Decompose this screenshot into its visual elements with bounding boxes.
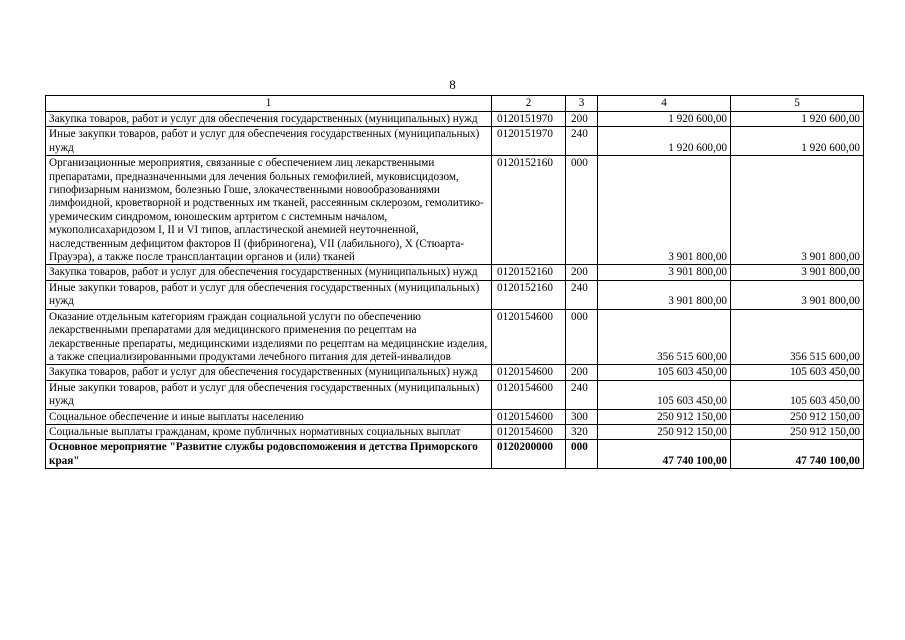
header-cell-4: 4 bbox=[598, 96, 731, 112]
row-code-cell: 0120154600 bbox=[492, 309, 566, 365]
row-type-cell: 200 bbox=[566, 365, 598, 380]
row-code-cell: 0120154600 bbox=[492, 424, 566, 439]
row-sum-col5-cell: 3 901 800,00 bbox=[731, 265, 864, 280]
table-row bbox=[46, 280, 864, 309]
row-name-cell: Закупка товаров, работ и услуг для обеспечения государственных (муниципальных) нужд bbox=[46, 112, 492, 127]
row-name-cell: Социальное обеспечение и иные выплаты населению bbox=[46, 409, 492, 424]
row-sum-col4-cell: 3 901 800,00 bbox=[598, 265, 731, 280]
table-row bbox=[46, 156, 864, 265]
header-cell-1: 1 bbox=[46, 96, 492, 112]
table-row bbox=[46, 309, 864, 365]
table-row bbox=[46, 409, 864, 424]
row-name-cell: Закупка товаров, работ и услуг для обеспечения государственных (муниципальных) нужд bbox=[46, 265, 492, 280]
row-code-cell: 0120151970 bbox=[492, 127, 566, 156]
row-sum-col5-cell: 250 912 150,00 bbox=[731, 409, 864, 424]
row-sum-col5-cell: 356 515 600,00 bbox=[731, 309, 864, 365]
row-code-cell: 0120154600 bbox=[492, 409, 566, 424]
row-sum-col4-cell: 3 901 800,00 bbox=[598, 156, 731, 265]
row-sum-col5-cell: 47 740 100,00 bbox=[731, 440, 864, 469]
row-name-cell: Иные закупки товаров, работ и услуг для обеспечения государственных (муниципальных) нужд bbox=[46, 127, 492, 156]
row-name-cell: Организационные мероприятия, связанные с обеспечением лиц лекарственными препаратами, предназначенными для лечения больных гемофилией, муковисцидозом, гипофизарным нанизмом, болезнью Гоше, злокачественными новообразованиями лимфоидной, кроветворной и родственных им тканей, рассеянным склерозом, гемолитико-уремическим синдромом, юношеским артритом с системным началом, мукополисахаридозом I, II и VI типов, апластической анемией неуточненной, наследственным дефицитом факторов II (фибриногена), VII (лабильного), X (Стюарта-Прауэра), а также после трансплантации органов и (или) тканей bbox=[46, 156, 492, 265]
row-sum-col4-cell: 105 603 450,00 bbox=[598, 380, 731, 409]
table-row bbox=[46, 424, 864, 439]
row-type-cell: 200 bbox=[566, 265, 598, 280]
header-cell-5: 5 bbox=[731, 96, 864, 112]
row-type-cell: 000 bbox=[566, 156, 598, 265]
row-sum-col4-cell: 250 912 150,00 bbox=[598, 424, 731, 439]
table-row bbox=[46, 440, 864, 469]
row-code-cell: 0120154600 bbox=[492, 380, 566, 409]
row-type-cell: 320 bbox=[566, 424, 598, 439]
row-sum-col4-cell: 356 515 600,00 bbox=[598, 309, 731, 365]
row-type-cell: 000 bbox=[566, 309, 598, 365]
row-type-cell: 200 bbox=[566, 112, 598, 127]
table-row bbox=[46, 380, 864, 409]
row-sum-col5-cell: 1 920 600,00 bbox=[731, 112, 864, 127]
row-code-cell: 0120151970 bbox=[492, 112, 566, 127]
row-type-cell: 240 bbox=[566, 280, 598, 309]
row-sum-col5-cell: 105 603 450,00 bbox=[731, 365, 864, 380]
row-sum-col5-cell: 3 901 800,00 bbox=[731, 156, 864, 265]
row-name-cell: Оказание отдельным категориям граждан социальной услуги по обеспечению лекарственными препаратами для медицинского применения по рецептам на лекарственные препараты, медицинскими изделиями по рецептам на медицинские изделия, а также специализированными продуктами лечебного питания для детей-инвалидов bbox=[46, 309, 492, 365]
row-sum-col4-cell: 250 912 150,00 bbox=[598, 409, 731, 424]
row-type-cell: 300 bbox=[566, 409, 598, 424]
table-row bbox=[46, 365, 864, 380]
table-header-row bbox=[46, 96, 864, 112]
row-name-cell: Социальные выплаты гражданам, кроме публичных нормативных социальных выплат bbox=[46, 424, 492, 439]
header-cell-2: 2 bbox=[492, 96, 566, 112]
row-sum-col4-cell: 47 740 100,00 bbox=[598, 440, 731, 469]
row-code-cell: 0120152160 bbox=[492, 265, 566, 280]
table-row bbox=[46, 112, 864, 127]
row-name-cell: Основное мероприятие "Развитие службы родовспоможения и детства Приморского края" bbox=[46, 440, 492, 469]
row-type-cell: 240 bbox=[566, 127, 598, 156]
row-sum-col4-cell: 1 920 600,00 bbox=[598, 112, 731, 127]
header-cell-3: 3 bbox=[566, 96, 598, 112]
row-code-cell: 0120152160 bbox=[492, 280, 566, 309]
budget-table bbox=[45, 95, 864, 469]
row-code-cell: 0120152160 bbox=[492, 156, 566, 265]
row-sum-col5-cell: 250 912 150,00 bbox=[731, 424, 864, 439]
row-name-cell: Иные закупки товаров, работ и услуг для обеспечения государственных (муниципальных) нужд bbox=[46, 380, 492, 409]
table-body bbox=[46, 112, 864, 469]
row-code-cell: 0120154600 bbox=[492, 365, 566, 380]
row-sum-col5-cell: 1 920 600,00 bbox=[731, 127, 864, 156]
row-sum-col5-cell: 105 603 450,00 bbox=[731, 380, 864, 409]
row-type-cell: 000 bbox=[566, 440, 598, 469]
row-type-cell: 240 bbox=[566, 380, 598, 409]
row-name-cell: Иные закупки товаров, работ и услуг для обеспечения государственных (муниципальных) нужд bbox=[46, 280, 492, 309]
table-row bbox=[46, 265, 864, 280]
page-number: 8 bbox=[449, 77, 456, 92]
row-code-cell: 0120200000 bbox=[492, 440, 566, 469]
row-name-cell: Закупка товаров, работ и услуг для обеспечения государственных (муниципальных) нужд bbox=[46, 365, 492, 380]
row-sum-col5-cell: 3 901 800,00 bbox=[731, 280, 864, 309]
row-sum-col4-cell: 3 901 800,00 bbox=[598, 280, 731, 309]
row-sum-col4-cell: 1 920 600,00 bbox=[598, 127, 731, 156]
row-sum-col4-cell: 105 603 450,00 bbox=[598, 365, 731, 380]
table-row bbox=[46, 127, 864, 156]
